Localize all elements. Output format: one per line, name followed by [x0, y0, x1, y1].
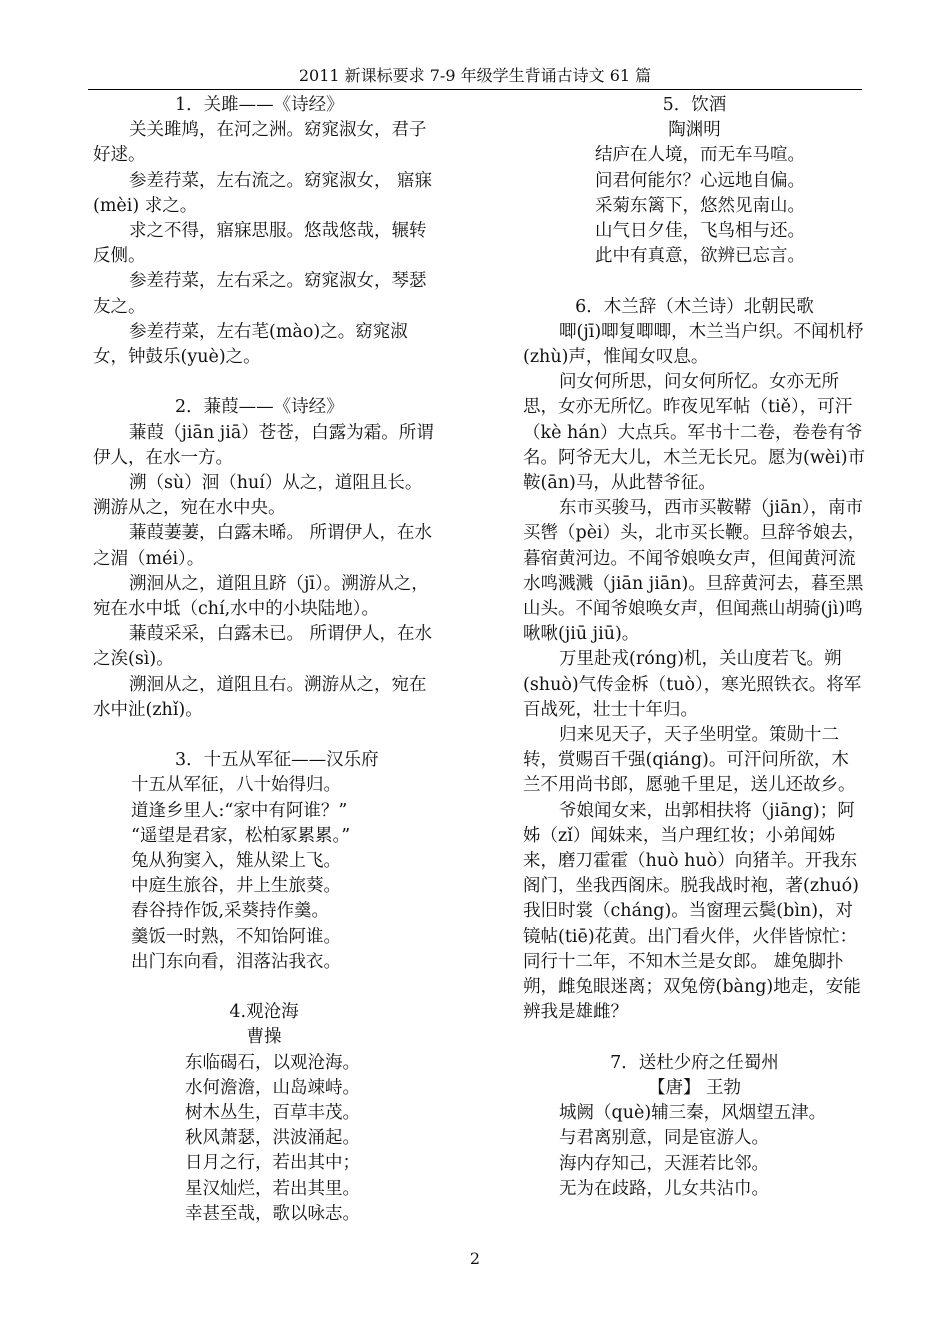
poem-line: 结庐在人境，而无车马喧。 — [595, 145, 805, 166]
poem-paragraph: 蒹葭（jiān jiā）苍苍，白露为霜。所谓伊人，在水一方。 — [93, 422, 434, 468]
poem-paragraph: 溯（sù）洄（huí）从之，道阻且长。溯游从之，宛在水中央。 — [93, 473, 423, 519]
poem-line: 舂谷持作饭,采葵持作羹。 — [131, 901, 330, 922]
poem-line: 羹饭一时熟，不知饴阿谁。 — [131, 926, 341, 947]
poem-shiwu-congjunzheng — [93, 748, 435, 975]
poem-paragraph: 溯洄从之，道阻且跻（jī）。溯游从之，宛在水中坻（chí,水中的小块陆地）。 — [93, 573, 429, 620]
poem-paragraph: 蒹葭采采，白露未已。 所谓伊人，在水之涘(sì)。 — [93, 624, 433, 670]
poem-paragraph: 溯洄从之，道阻且右。溯游从之，宛在水中沚(zhǐ)。 — [93, 674, 427, 720]
poem-yinjiu — [523, 93, 866, 269]
poem-paragraph: 归来见天子，天子坐明堂。策勋十二转，赏赐百千强(qiáng)。可汗问所欲，木兰不用尚书郎，愿驰千里足，送儿还故乡。 — [523, 725, 856, 796]
poem-line: 海内存知己，天涯若比邻。 — [559, 1153, 769, 1174]
poem-paragraph: 万里赴戎(róng)机，关山度若飞。朔(shuò)气传金柝（tuò），寒光照铁衣。将军百战死，壮士十年归。 — [523, 649, 862, 720]
poem-line: 采菊东篱下，悠然见南山。 — [595, 195, 805, 216]
poem-paragraph: 唧(jī)唧复唧唧，木兰当户织。不闻机杼(zhù)声，惟闻女叹息。 — [523, 321, 864, 368]
poem-paragraph: 爷娘闻女来，出郭相扶将（jiāng)；阿姊（zǐ）闻妹来，当户理红妆；小弟闻姊来，磨刀霍霍（huò huò）向猪羊。开我东阁门，坐我西阁床。脱我战时袍，著(zhuó)我旧时裳（cháng)。当窗理云鬓(bìn)，对镜帖(tiē)花黄。出门看火伴，火伴皆惊忙：同行十二年，不知木兰是女郎。 雄兔脚扑朔，雌兔眼迷离；双兔傍(bàng)地走，安能辨我是雄雌？ — [523, 800, 861, 1023]
poem-title: 7．送杜少府之任蜀州 — [610, 1052, 779, 1073]
poem-title: 3．十五从军征——汉乐府 — [175, 750, 379, 771]
poem-line: 道逢乡里人:“家中有阿谁？” — [131, 800, 348, 821]
poem-paragraph: 参差荇菜，左右采之。窈窕淑女，琴瑟友之。 — [93, 271, 427, 317]
poem-paragraph: 关关雎鸠，在河之洲。窈窕淑女，君子好逑。 — [93, 120, 427, 166]
poem-line: 日月之行，若出其中； — [185, 1153, 360, 1174]
poem-line: 出门东向看，泪落沾我衣。 — [131, 951, 341, 972]
poem-line: “遥望是君家，松柏冢累累。” — [131, 825, 351, 846]
poem-title: 2．蒹葭——《诗经》 — [175, 397, 344, 418]
poem-line: 与君离别意，同是宦游人。 — [559, 1128, 769, 1149]
poem-guanju — [93, 93, 435, 370]
left-column — [93, 93, 435, 1227]
poem-line: 此中有真意，欲辨已忘言。 — [595, 246, 805, 267]
poem-paragraph: 问女何所思，问女何所忆。女亦无所思，女亦无所忆。昨夜见军帖（tiě），可汗（kè hán）大点兵。军书十二卷，卷卷有爷名。阿爷无大儿，木兰无长兄。愿为(wèi)市鞍(ān)马，从此替爷征。 — [523, 372, 866, 494]
poem-line: 星汉灿烂，若出其里。 — [185, 1178, 360, 1199]
poem-guan-canghai — [93, 1000, 435, 1227]
poem-line: 城阙（què)辅三秦，风烟望五津。 — [559, 1103, 827, 1124]
poem-author: 陶渊明 — [668, 120, 721, 141]
poem-line: 问君何能尔？心远地自偏。 — [595, 170, 805, 191]
poem-line: 秋风萧瑟，洪波涌起。 — [185, 1128, 360, 1149]
poem-line: 十五从军征，八十始得归。 — [131, 775, 341, 796]
poem-line: 东临碣石，以观沧海。 — [185, 1052, 360, 1073]
poem-line: 水何澹澹，山岛竦峙。 — [185, 1077, 360, 1098]
poem-mulanci — [523, 295, 866, 1026]
poem-title: 1．关雎——《诗经》 — [175, 95, 344, 115]
poem-paragraph: 求之不得，寤寐思服。悠哉悠哉，辗转反侧。 — [93, 221, 427, 267]
right-column — [523, 93, 866, 1202]
poem-line: 幸甚至哉，歌以咏志。 — [185, 1203, 360, 1224]
poem-line: 中庭生旅谷，井上生旅葵。 — [131, 876, 341, 897]
poem-line: 山气日夕佳，飞鸟相与还。 — [595, 221, 805, 242]
poem-paragraph: 参差荇菜，左右芼(mào)之。窈窕淑女，钟鼓乐(yuè)之。 — [93, 321, 408, 368]
poem-title: 5．饮酒 — [662, 95, 727, 115]
poem-paragraph: 东市买骏马，西市买鞍鞯（jiān），南市买辔（pèi）头，北市买长鞭。旦辞爷娘去，暮宿黄河边。不闻爷娘唤女声，但闻黄河流水鸣溅溅（jiān jiān)。旦辞黄河去，暮至黑山头。不闻爷娘唤女声，但闻燕山胡骑(jì)鸣啾啾(jiū jiū)。 — [523, 498, 866, 645]
poem-author: 曹操 — [246, 1027, 282, 1048]
poem-title: 6．木兰辞（木兰诗）北朝民歌 — [575, 296, 814, 317]
poem-author: 【唐】 王勃 — [647, 1077, 742, 1098]
poem-line: 无为在歧路，儿女共沾巾。 — [559, 1178, 769, 1199]
poem-jianjia — [93, 395, 435, 723]
poem-line: 兔从狗窦入，雉从梁上飞。 — [131, 851, 341, 872]
poem-title: 4.观沧海 — [229, 1002, 299, 1023]
poem-line: 树木丛生，百草丰茂。 — [185, 1103, 360, 1124]
page-number: 2 — [469, 1249, 481, 1268]
poem-paragraph: 参差荇菜，左右流之。窈窕淑女， 寤寐(mèi) 求之。 — [93, 170, 433, 216]
poem-paragraph: 蒹葭萋萋，白露未晞。 所谓伊人，在水之湄（méi）。 — [93, 523, 433, 569]
poem-song-dushaofu — [523, 1051, 866, 1202]
page-header: 2011 新课标要求 7-9 年级学生背诵古诗文 61 篇 — [88, 66, 862, 90]
